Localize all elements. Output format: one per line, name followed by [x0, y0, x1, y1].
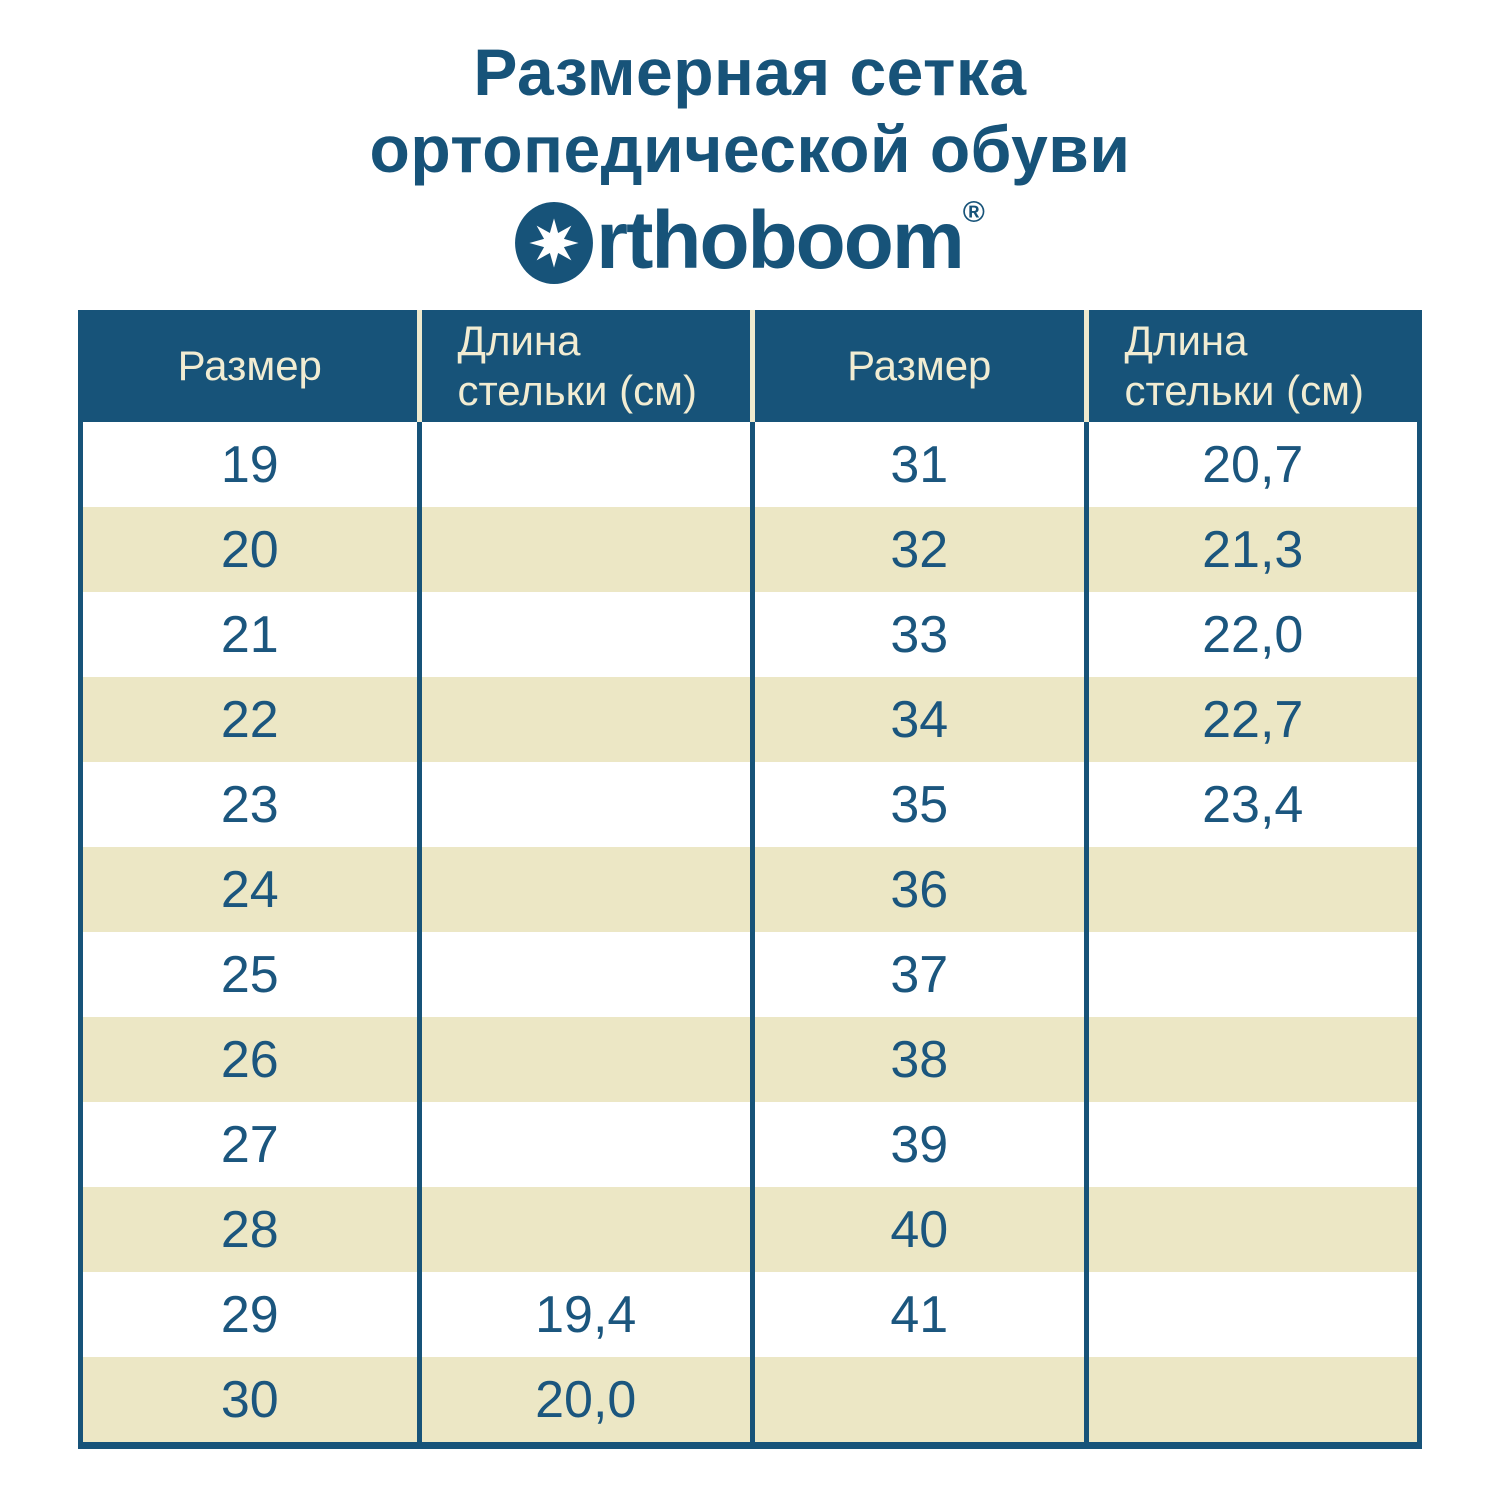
- insole-length-cell: [1084, 1272, 1418, 1357]
- insole-length-cell: 19,4: [417, 1272, 751, 1357]
- insole-length-cell: [417, 422, 751, 507]
- insole-length-cell: 22,7: [1084, 677, 1418, 762]
- insole-length-cell: 20,7: [1084, 422, 1418, 507]
- table-row: [83, 1017, 1417, 1102]
- table-row: [83, 677, 1417, 762]
- insole-length-cell: [417, 507, 751, 592]
- table-row: [83, 422, 1417, 507]
- insole-length-cell: [1084, 932, 1418, 1017]
- size-cell: 24: [220, 860, 279, 919]
- star-o-icon: [515, 202, 593, 284]
- page-title-line1: Размерная сетка: [473, 35, 1027, 109]
- size-cell: [750, 1357, 1084, 1442]
- size-cell: 31: [750, 422, 1084, 507]
- table-row: [83, 762, 1417, 847]
- insole-length-cell: [1084, 1102, 1418, 1187]
- page-title-line2: ортопедической обуви: [369, 112, 1131, 186]
- size-cell: 36: [750, 847, 1084, 932]
- size-cell: 28: [220, 1200, 279, 1259]
- header-label: Размер: [847, 342, 992, 389]
- table-header-row: [83, 310, 1417, 422]
- size-cell: 21: [220, 605, 279, 664]
- size-cell: 33: [750, 592, 1084, 677]
- insole-length-cell: 20,0: [417, 1357, 751, 1442]
- table-row: [83, 1357, 1417, 1442]
- insole-length-cell: 22,0: [1084, 592, 1418, 677]
- table-row: [83, 592, 1417, 677]
- insole-length-cell: [417, 762, 751, 847]
- header-size-right: [750, 310, 1084, 422]
- size-cell: 27: [220, 1115, 279, 1174]
- size-chart-table: [78, 310, 1422, 1449]
- insole-length-cell: 23,4: [1084, 762, 1418, 847]
- table-row: [83, 507, 1417, 592]
- size-cell: 26: [220, 1030, 279, 1089]
- size-cell: 35: [750, 762, 1084, 847]
- insole-length-cell: [417, 1017, 751, 1102]
- insole-length-cell: [1084, 1357, 1418, 1442]
- size-cell: 34: [750, 677, 1084, 762]
- size-cell: 40: [750, 1187, 1084, 1272]
- header-insole-length-right: [1084, 310, 1418, 422]
- size-cell: 38: [750, 1017, 1084, 1102]
- header-label-line2: стельки (см): [457, 367, 697, 414]
- table-row: [83, 1272, 1417, 1357]
- size-cell: 41: [750, 1272, 1084, 1357]
- table-body: [83, 422, 1417, 1442]
- size-cell: 29: [220, 1285, 279, 1344]
- insole-length-cell: [417, 677, 751, 762]
- insole-length-cell: [417, 1102, 751, 1187]
- table-row: [83, 932, 1417, 1017]
- insole-length-cell: [417, 592, 751, 677]
- orthoboom-logo: [0, 195, 1500, 290]
- header-size-left: [83, 310, 417, 422]
- logo-wordmark: rthoboom: [596, 195, 963, 286]
- registered-trademark-icon: ®: [962, 196, 985, 229]
- table-row: [83, 847, 1417, 932]
- size-cell: 32: [750, 507, 1084, 592]
- insole-length-cell: [417, 932, 751, 1017]
- insole-length-cell: 21,3: [1084, 507, 1418, 592]
- header-label-line2: стельки (см): [1124, 367, 1364, 414]
- header-label-line1: Длина: [1124, 317, 1248, 364]
- size-cell: 30: [220, 1370, 279, 1429]
- size-cell: 19: [220, 435, 279, 494]
- insole-length-cell: [1084, 847, 1418, 932]
- size-cell: 39: [750, 1102, 1084, 1187]
- header-insole-length-left: [417, 310, 751, 422]
- header-label-line1: Длина: [457, 317, 581, 364]
- size-cell: 23: [220, 775, 279, 834]
- size-cell: 20: [220, 520, 279, 579]
- insole-length-cell: [417, 1187, 751, 1272]
- header-label: Размер: [177, 342, 322, 389]
- size-cell: 37: [750, 932, 1084, 1017]
- table-row: [83, 1102, 1417, 1187]
- page-title: [0, 0, 1500, 188]
- insole-length-cell: [1084, 1017, 1418, 1102]
- insole-length-cell: [1084, 1187, 1418, 1272]
- insole-length-cell: [417, 847, 751, 932]
- size-cell: 22: [220, 690, 279, 749]
- size-cell: 25: [220, 945, 279, 1004]
- table-row: [83, 1187, 1417, 1272]
